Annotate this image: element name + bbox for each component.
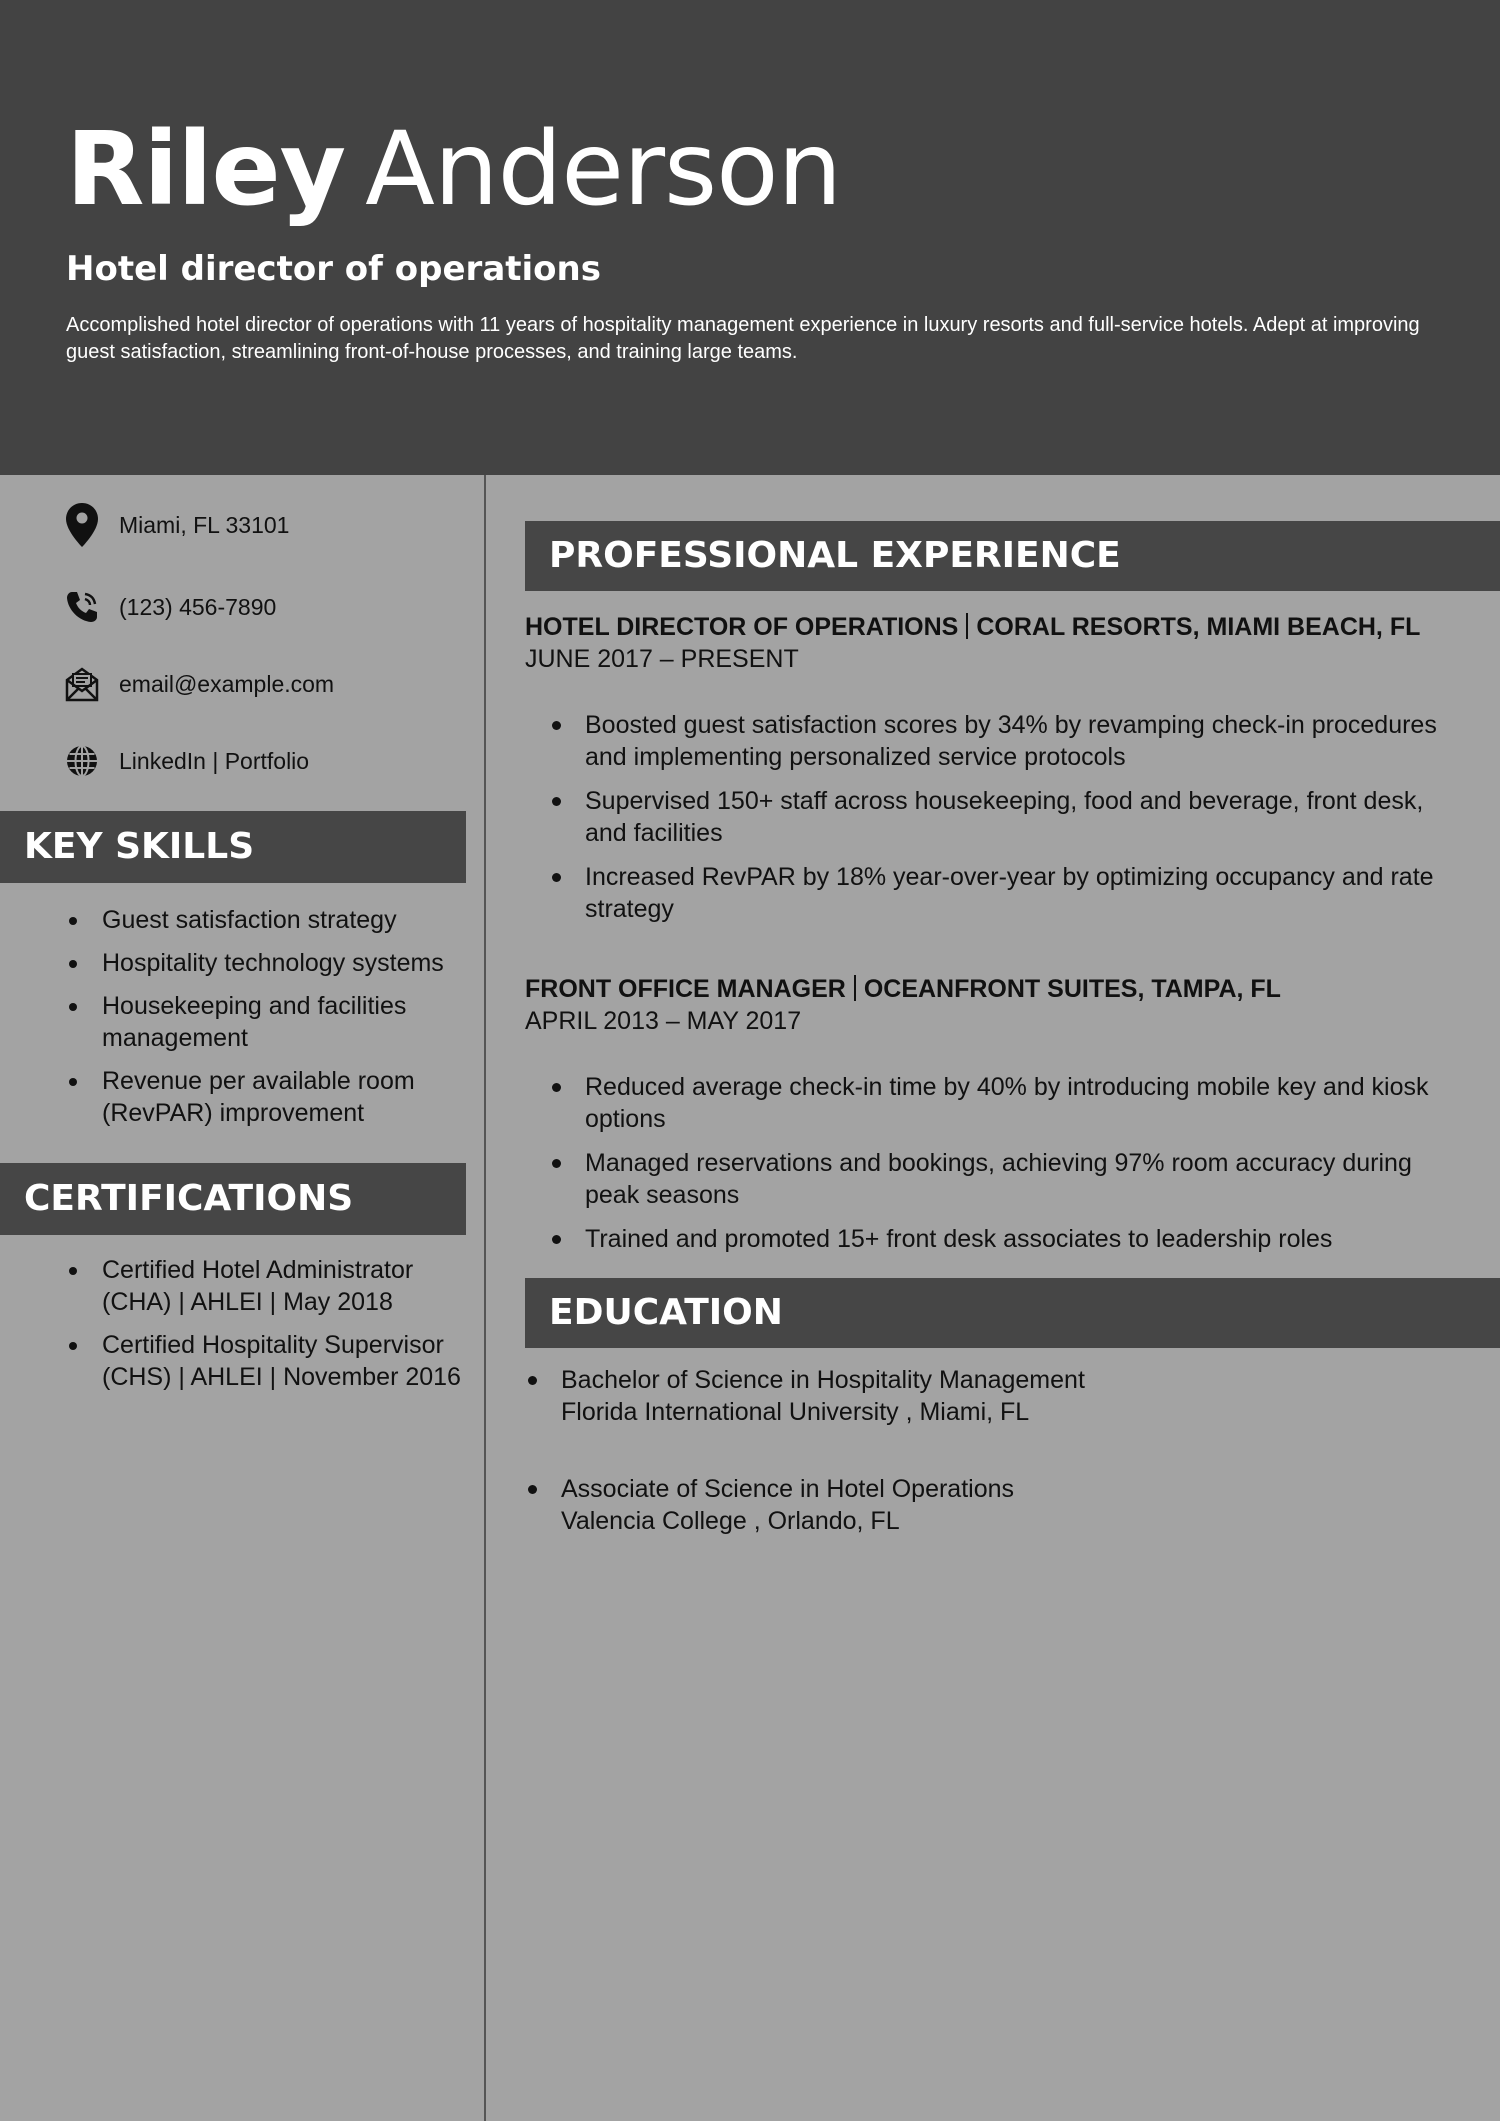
job-company: CORAL RESORTS, MIAMI BEACH, FL [976, 613, 1421, 641]
job-role: HOTEL DIRECTOR OF OPERATIONS [525, 613, 959, 641]
education-entry [525, 1473, 1465, 1537]
skill-item: Hospitality technology systems [66, 947, 466, 979]
bullet-item: Supervised 150+ staff across housekeeping, food and beverage, front desk, and facilities [549, 785, 1469, 849]
job-dates: APRIL 2013 – MAY 2017 [525, 1007, 802, 1035]
first-name: Riley [66, 110, 346, 229]
certifications-list [66, 1254, 466, 1404]
bullet-item: Boosted guest satisfaction scores by 34% by revamping check-in procedures and implementing personalized service protocols [549, 709, 1469, 773]
contact-links [64, 736, 309, 786]
key-skills-list [66, 904, 466, 1140]
resume-header [0, 0, 1500, 475]
certifications-heading: CERTIFICATIONS [0, 1163, 466, 1235]
bullet-item: Managed reservations and bookings, achieving 97% room accuracy during peak seasons [549, 1147, 1469, 1211]
phone-text: (123) 456-7890 [119, 593, 277, 620]
degree: Bachelor of Science in Hospitality Management [561, 1366, 1085, 1394]
mail-icon [64, 661, 100, 707]
candidate-name [66, 110, 841, 230]
contact-location [64, 500, 289, 550]
links-text[interactable]: LinkedIn | Portfolio [119, 747, 310, 774]
school: Florida International University , Miami, FL [561, 1398, 1030, 1426]
phone-icon [64, 584, 100, 630]
skill-item: Guest satisfaction strategy [66, 904, 466, 936]
job-company: OCEANFRONT SUITES, TAMPA, FL [863, 975, 1281, 1003]
job-title: Hotel director of operations [66, 249, 601, 289]
column-divider [484, 475, 486, 2121]
location-text: Miami, FL 33101 [119, 511, 290, 538]
location-pin-icon [64, 502, 100, 548]
education-entry [525, 1364, 1465, 1428]
summary: Accomplished hotel director of operations with 11 years of hospitality management experience in luxury resorts and full-service hotels. Adept at improving guest satisfaction, streamlining front-of-house processes, and training large teams. [66, 314, 1420, 363]
job-role: FRONT OFFICE MANAGER [525, 975, 846, 1003]
education-item-2 [525, 1473, 1465, 1537]
experience-heading: PROFESSIONAL EXPERIENCE [525, 521, 1500, 591]
separator [966, 613, 968, 639]
education-item-1 [525, 1364, 1465, 1428]
key-skills-heading: KEY SKILLS [0, 811, 466, 883]
contact-email [64, 659, 334, 709]
email-text[interactable]: email@example.com [119, 670, 335, 697]
certification-item: Certified Hospitality Supervisor (CHS) | AHLEI | November 2016 [66, 1329, 466, 1393]
school: Valencia College , Orlando, FL [561, 1507, 900, 1535]
skill-item: Revenue per available room (RevPAR) improvement [66, 1065, 466, 1129]
job-2-header [525, 973, 1485, 1005]
education-heading: EDUCATION [525, 1278, 1500, 1348]
job-2-bullets [549, 1071, 1469, 1267]
globe-icon [64, 738, 100, 784]
bullet-item: Increased RevPAR by 18% year-over-year by optimizing occupancy and rate strategy [549, 861, 1469, 925]
job-1-header [525, 611, 1485, 643]
job-1-bullets [549, 709, 1469, 937]
separator [854, 975, 856, 1001]
bullet-item: Reduced average check-in time by 40% by introducing mobile key and kiosk options [549, 1071, 1469, 1135]
job-dates: JUNE 2017 – PRESENT [525, 645, 799, 673]
last-name: Anderson [365, 110, 842, 229]
certification-item: Certified Hotel Administrator (CHA) | AHLEI | May 2018 [66, 1254, 466, 1318]
contact-phone [64, 582, 276, 632]
bullet-item: Trained and promoted 15+ front desk associates to leadership roles [549, 1223, 1469, 1255]
skill-item: Housekeeping and facilities management [66, 990, 466, 1054]
degree: Associate of Science in Hotel Operations [561, 1475, 1015, 1503]
